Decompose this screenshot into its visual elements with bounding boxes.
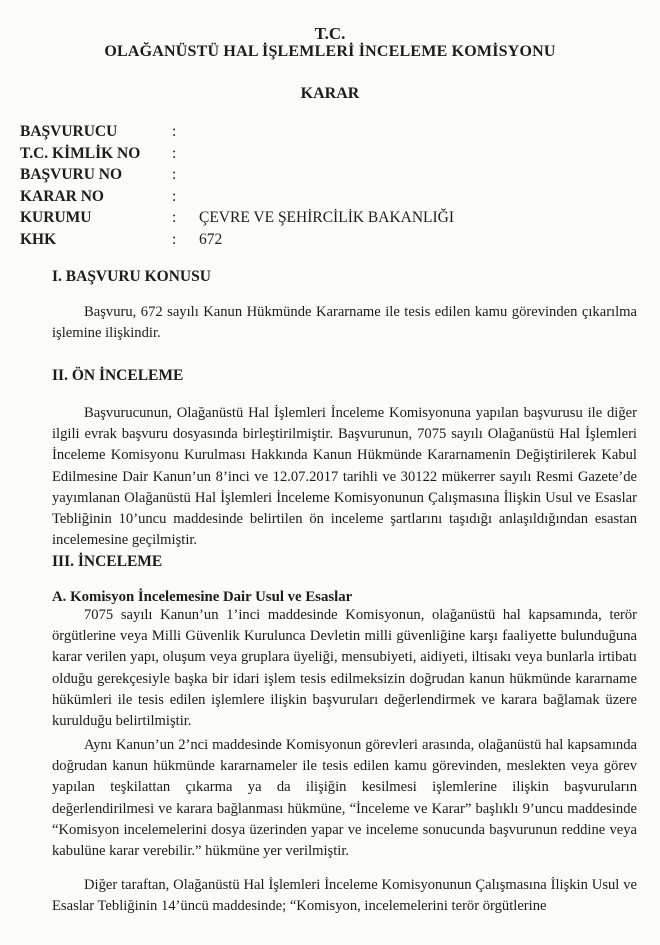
info-colon: :: [172, 144, 177, 162]
section-heading-preliminary-review: II. ÖN İNCELEME: [52, 367, 184, 384]
paragraph-review-3: Diğer taraftan, Olağanüstü Hal İşlemleri İnceleme Komisyonunun Çalışmasına İlişkin Usul ve Esaslar Tebliğinin 14’üncü maddesinde; “Komisyon, incelemelerini terör örgütlerine: [52, 877, 637, 915]
section-heading-review: III. İNCELEME: [52, 553, 163, 570]
info-row-decision-no: [20, 186, 454, 208]
info-row-id-no: [20, 143, 454, 165]
paragraph-review-2: Aynı Kanun’un 2’nci maddesinde Komisyonun görevleri arasında, olağanüstü hal kapsamında doğrudan kanun hükmünde kararnameler ile tesis edilen kamu görevinden, meslekten veya görev yapılan teşkilattan çıkarma ya da ilişiğin kesilmesi işlemlerine ilişkin başvuruların değerlendirilmesi ve karara bağlanması hükmüne, “İnceleme ve Karar” başlıklı 9’uncu maddesinde “Komisyon incelemelerini dosya üzerinden yapar ve inceleme sonucunda başvurunun reddine veya kabulüne karar verebilir.” hükmüne yer verilmiştir.: [52, 737, 637, 860]
applicant-info-block: [20, 121, 454, 250]
info-value: 672: [199, 230, 223, 248]
info-colon: :: [172, 166, 177, 183]
info-row-institution: [20, 207, 454, 229]
info-label: BAŞVURU NO: [20, 166, 123, 183]
subsection-heading-procedures: A. Komisyon İncelemesine Dair Usul ve Esaslar: [52, 589, 353, 605]
info-label: BAŞVURUCU: [20, 123, 118, 140]
header-decision: KARAR: [300, 85, 360, 102]
info-row-khk: [20, 229, 454, 251]
info-label: T.C. KİMLİK NO: [20, 144, 141, 162]
paragraph-preliminary-review: Başvurucunun, Olağanüstü Hal İşlemleri İnceleme Komisyonuna yapılan başvurusu ile diğer ilgili evrak başvuru dosyasında birleştirilmiştir. Başvurunun, 7075 sayılı Olağanüstü Hal İşlemleri İnceleme Komisyonu Kurulması Hakkında Kanun Hükmünde Kararnamenin Değiştirilerek Kabul Edilmesine Dair Kanun’un 8’inci ve 12.07.2017 tarihli ve 30122 mükerrer sayılı Resmi Gazete’de yayımlanan Olağanüstü Hal İşlemleri İnceleme Komisyonunun Çalışmasına İlişkin Usul ve Esaslar Tebliğinin 10’uncu maddesinde belirtilen ön inceleme şartlarını taşıdığı anlaşıldığından esastan incelemesine geçilmiştir.: [52, 405, 637, 549]
info-colon: :: [172, 209, 177, 226]
info-label: KURUMU: [20, 209, 92, 226]
info-colon: :: [172, 230, 177, 248]
header-commission-name: OLAĞANÜSTÜ HAL İŞLEMLERİ İNCELEME KOMİSYONU: [104, 43, 556, 60]
paragraph-review-1: 7075 sayılı Kanun’un 1’inci maddesinde Komisyonun, olağanüstü hal kapsamında, terör örgütlerine veya Milli Güvenlik Kurulunca Devletin milli güvenliğine karşı faaliyette bulunduğuna karar verilen yapı, oluşum veya gruplara üyeliği, mensubiyeti, aidiyeti, iltisakı veya bunlarla irtibatı olduğu gerekçesiyle başka bir idari işlem tesis edilmeksizin doğrudan kanun hükmünde kararname hükümleri ile tesis edilen işlemlere ilişkin başvuruları değerlendirmek ve karara bağlamak üzere kurulduğu belirtilmiştir.: [52, 607, 637, 730]
header-tc: T.C.: [314, 24, 346, 43]
paragraph-application-subject: Başvuru, 672 sayılı Kanun Hükmünde Kararname ile tesis edilen kamu görevinden çıkarılma işlemine ilişkindir.: [52, 304, 637, 342]
info-colon: :: [172, 123, 177, 140]
section-heading-application-subject: I. BAŞVURU KONUSU: [52, 268, 211, 285]
info-value: ÇEVRE VE ŞEHİRCİLİK BAKANLIĞI: [199, 209, 455, 226]
info-colon: :: [172, 187, 177, 205]
info-label: KARAR NO: [20, 187, 104, 205]
info-label: KHK: [20, 230, 57, 248]
info-row-applicant: [20, 121, 454, 143]
info-row-application-no: [20, 164, 454, 186]
